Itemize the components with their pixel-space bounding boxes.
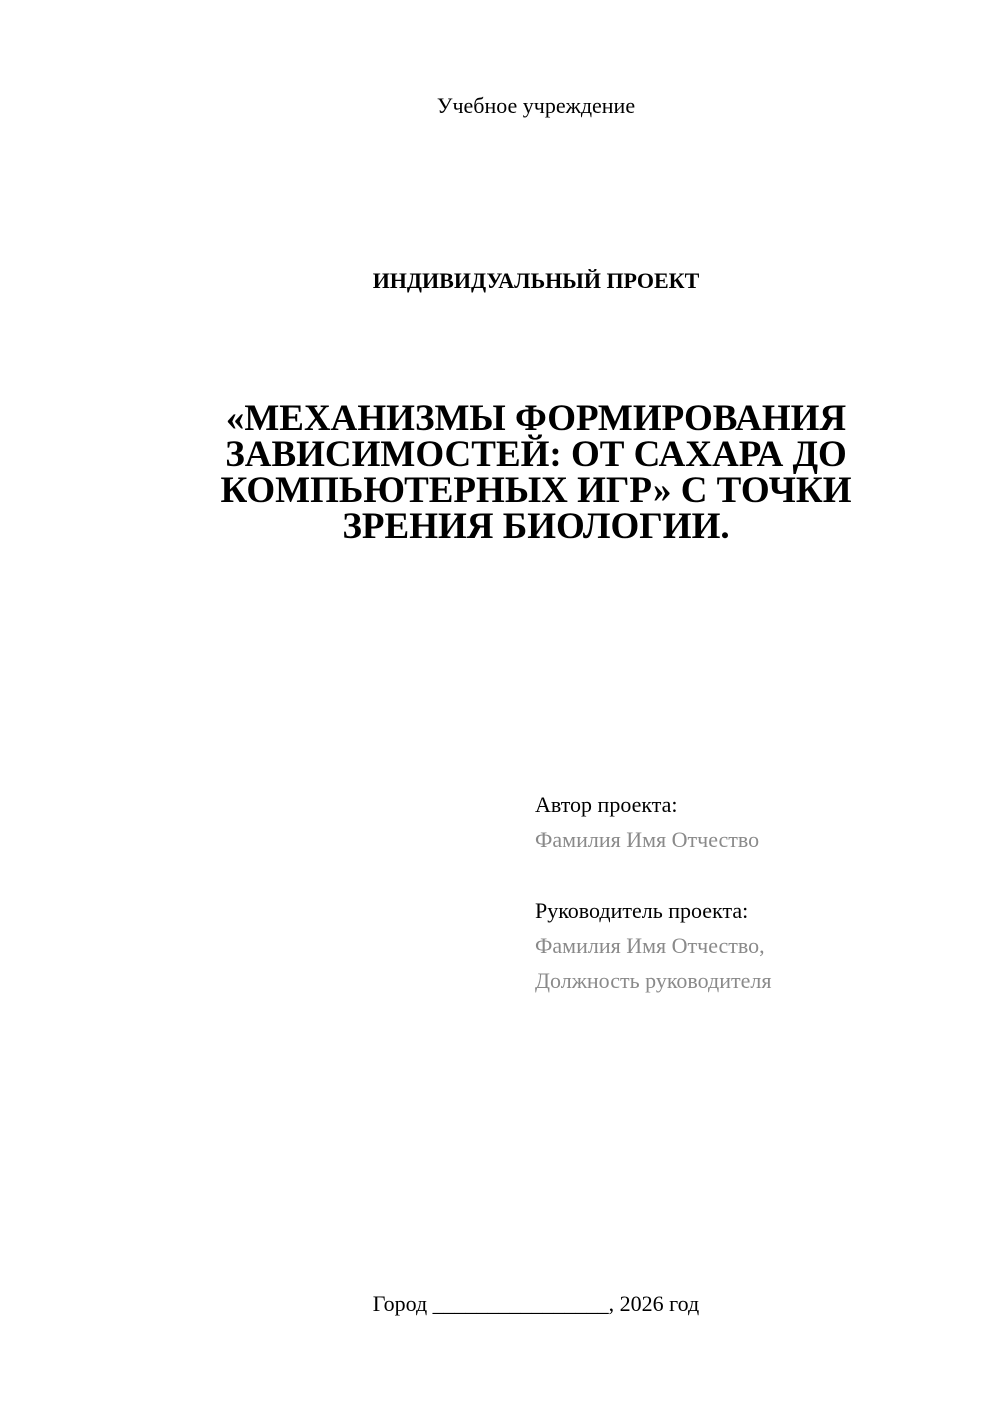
project-title [160, 398, 912, 547]
project-title-line: ЗАВИСИМОСТЕЙ: ОТ САХАРА ДО [225, 434, 847, 475]
city-label: Город [372, 1291, 428, 1316]
document-type: ИНДИВИДУАЛЬНЫЙ ПРОЕКТ [372, 268, 700, 293]
project-title-line: «МЕХАНИЗМЫ ФОРМИРОВАНИЯ [225, 398, 847, 439]
year-label: , 2026 год [608, 1291, 700, 1316]
author-label: Автор проекта: [535, 792, 678, 817]
supervisor-name: Фамилия Имя Отчество, [535, 933, 765, 958]
city-blank: ________________ [432, 1291, 609, 1316]
institution-name: Учебное учреждение [436, 93, 636, 118]
project-title-line: ЗРЕНИЯ БИОЛОГИИ. [342, 506, 730, 547]
supervisor-label: Руководитель проекта: [535, 898, 749, 923]
author-block [535, 787, 975, 857]
city-year-line [0, 1290, 1000, 1318]
supervisor-block [535, 893, 975, 998]
supervisor-position: Должность руководителя [535, 968, 772, 993]
project-title-line: КОМПЬЮТЕРНЫХ ИГР» С ТОЧКИ [220, 470, 852, 511]
author-name: Фамилия Имя Отчество [535, 827, 760, 852]
